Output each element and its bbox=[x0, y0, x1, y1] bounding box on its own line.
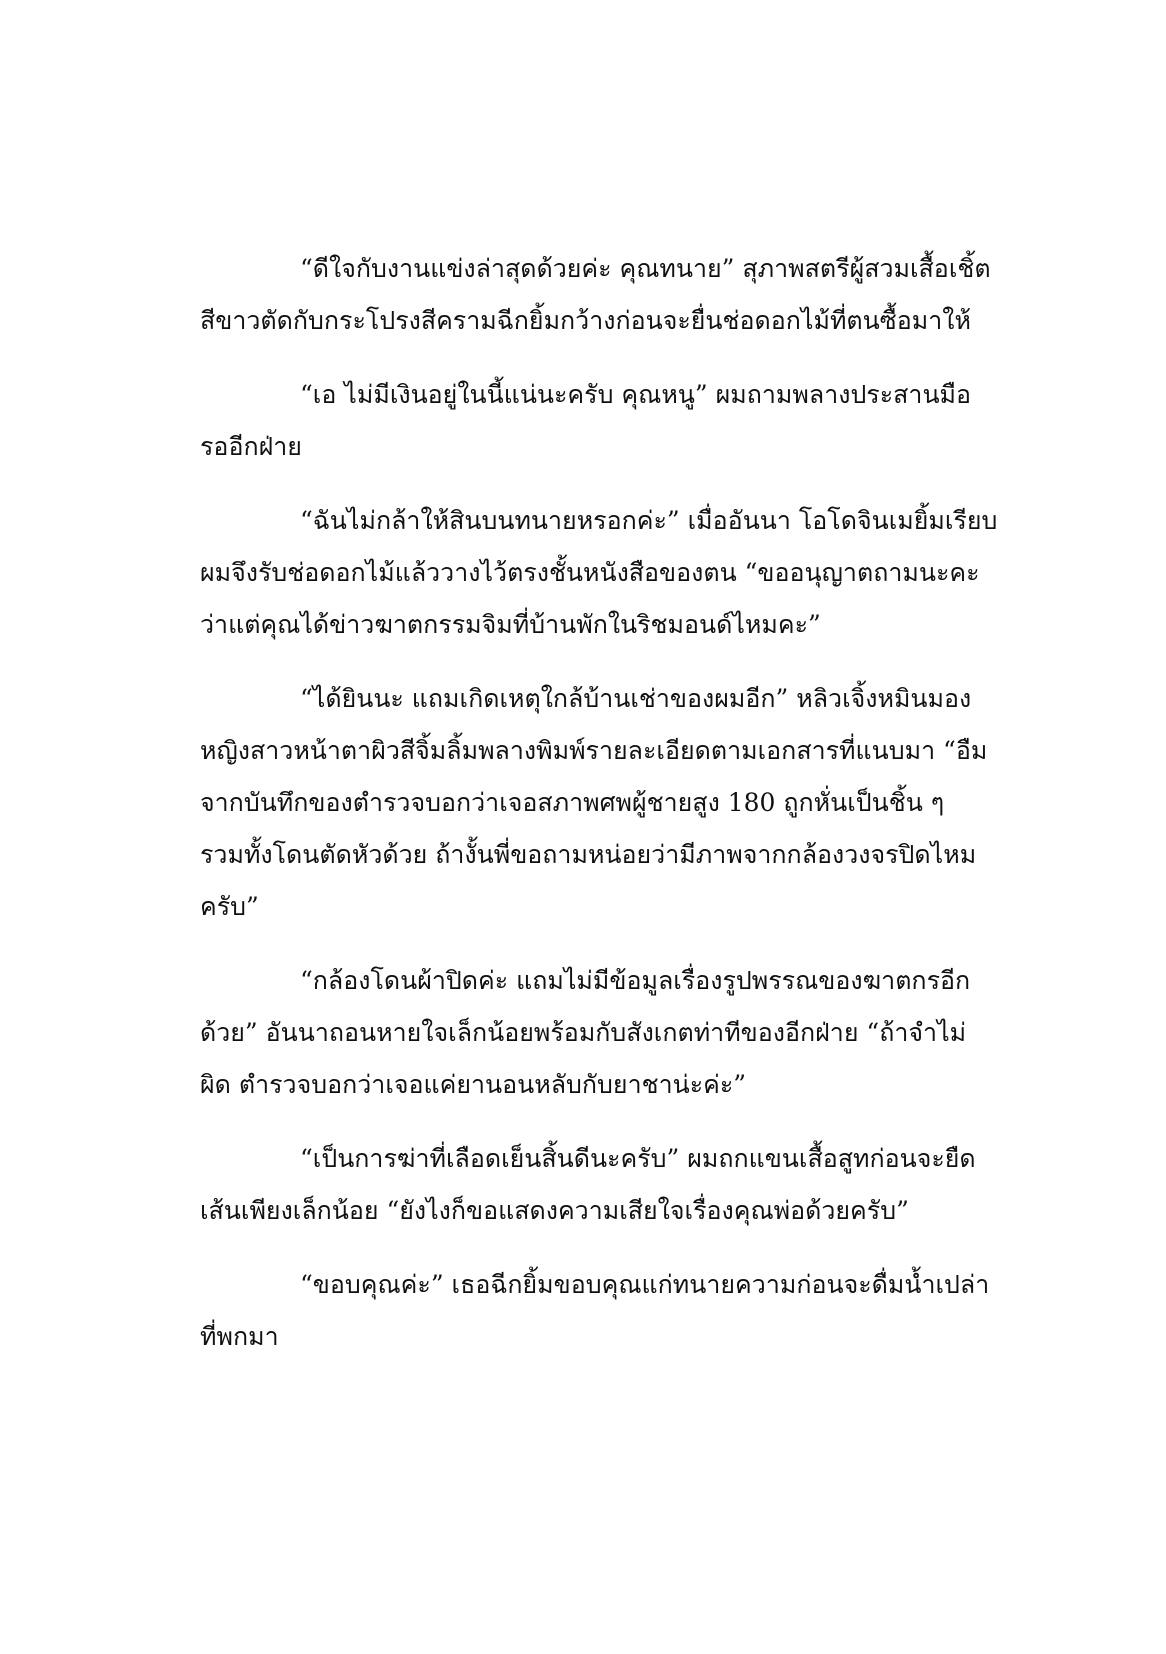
paragraph-line: “กล้องโดนผ้าปิดค่ะ แถมไม่มีข้อมูลเรื่องรูปพรรณของฆาตกรอีก bbox=[300, 966, 971, 995]
paragraph-line: ผมจึงรับช่อดอกไม้แล้ววางไว้ตรงชั้นหนังสือของตน “ขออนุญาตถามนะคะ bbox=[200, 558, 980, 587]
paragraph-line: “เป็นการฆ่าที่เลือดเย็นสิ้นดีนะครับ” ผมถกแขนเสื้อสูทก่อนจะยืด bbox=[300, 1144, 976, 1173]
paragraph-line: จากบันทึกของตำรวจบอกว่าเจอสภาพศพผู้ชายสูง 180 ถูกหั่นเป็นชิ้น ๆ bbox=[200, 788, 945, 817]
paragraph-line: ด้วย” อันนาถอนหายใจเล็กน้อยพร้อมกับสังเกตท่าทีของอีกฝ่าย “ถ้าจำไม่ bbox=[200, 1018, 967, 1047]
paragraph-line: ครับ” bbox=[200, 892, 259, 921]
paragraph-line: “ขอบคุณค่ะ” เธอฉีกยิ้มขอบคุณแก่ทนายความก่อนจะดื่มน้ำเปล่า bbox=[300, 1270, 990, 1299]
paragraph-7 bbox=[200, 1259, 990, 1363]
paragraph-line: ว่าแต่คุณได้ข่าวฆาตกรรมจิมที่บ้านพักในริชมอนด์ไหมคะ” bbox=[200, 610, 821, 639]
paragraph-line: เส้นเพียงเล็กน้อย “ยังไงก็ขอแสดงความเสียใจเรื่องคุณพ่อด้วยครับ” bbox=[200, 1196, 909, 1225]
paragraph-3 bbox=[200, 495, 998, 651]
paragraph-line: รวมทั้งโดนตัดหัวด้วย ถ้างั้นพี่ขอถามหน่อยว่ามีภาพจากกล้องวงจรปิดไหม bbox=[200, 840, 977, 869]
story-text bbox=[200, 243, 998, 1385]
paragraph-line: “ได้ยินนะ แถมเกิดเหตุใกล้บ้านเช่าของผมอีก” หลิวเจิ้งหมินมอง bbox=[300, 684, 972, 713]
paragraph-line: ผิด ตำรวจบอกว่าเจอแค่ยานอนหลับกับยาชาน่ะค่ะ” bbox=[200, 1070, 747, 1099]
paragraph-5 bbox=[200, 955, 971, 1111]
paragraph-1 bbox=[200, 243, 991, 347]
paragraph-line: “เอ ไม่มีเงินอยู่ในนี้แน่นะครับ คุณหนู” ผมถามพลางประสานมือ bbox=[300, 380, 972, 409]
paragraph-2 bbox=[200, 369, 972, 473]
paragraph-line: หญิงสาวหน้าตาผิวสีจิ้มลิ้มพลางพิมพ์รายละเอียดตามเอกสารที่แนบมา “อืม bbox=[200, 736, 988, 765]
paragraph-line: รออีกฝ่าย bbox=[200, 432, 302, 461]
paragraph-line: ที่พกมา bbox=[200, 1322, 279, 1351]
paragraph-line: “ฉันไม่กล้าให้สินบนทนายหรอกค่ะ” เมื่ออันนา โอโดจินเมยิ้มเรียบ bbox=[300, 506, 998, 535]
paragraph-line: สีขาวตัดกับกระโปรงสีครามฉีกยิ้มกว้างก่อนจะยื่นช่อดอกไม้ที่ตนซื้อมาให้ bbox=[200, 306, 971, 335]
paragraph-4 bbox=[200, 673, 988, 933]
paragraph-6 bbox=[200, 1133, 976, 1237]
paragraph-line: “ดีใจกับงานแข่งล่าสุดด้วยค่ะ คุณทนาย” สุภาพสตรีผู้สวมเสื้อเชิ้ต bbox=[300, 254, 991, 283]
